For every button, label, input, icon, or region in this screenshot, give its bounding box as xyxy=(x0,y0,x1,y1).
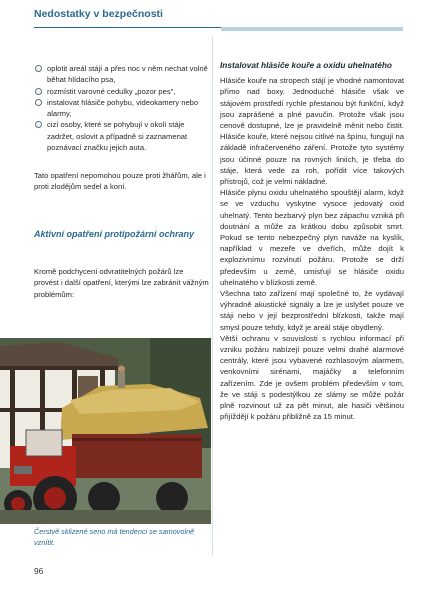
list-item-text: oplotit areál stájí a přes noc v něm nechat volně běhat hlídacího psa, xyxy=(47,64,208,85)
bullet-circle-icon xyxy=(35,65,42,72)
list-item xyxy=(34,63,210,86)
sidebar-top-bar xyxy=(221,27,403,31)
sidebar-box xyxy=(220,60,404,580)
page-number: 96 xyxy=(34,566,44,576)
sidebar-paragraph: Všechna tato zařízení mají společné to, že vydávají výhradně akustické signály a lze je uslyšet pouze ve stáji nebo v její bezprostřední blízkosti, takže mají smysl pouze tehdy, když je areál stáje obydlený. xyxy=(220,289,404,332)
list-item xyxy=(34,119,210,153)
sidebar-paragraph: Hlásiče plynu oxidu uhelnatého spouštějí alarm, když se ve vzduchu vyskytne vysoce jedovatý oxid uhelnatý. Tento bezbarvý plyn bez zápachu vzniká při doutnání a může za krátkou dobu způsobit smrt. Pokud se tento nebezpečný plyn naváže na kyslík, například v mezeře ve dveřích, může dojít k explozivnímu rozvinutí požáru. Protože se drží především u země, umisťují se hlásiče oxidu uhelnatého v blízkosti země. xyxy=(220,188,404,287)
sidebar-heading: Instalovat hlásiče kouře a oxidu uhelnatého xyxy=(220,60,392,70)
bullet-circle-icon xyxy=(35,121,42,128)
list-item-text: rozmístit varovné cedulky „pozor pes", xyxy=(47,86,176,96)
body-paragraph: Kromě podchycení odvratitelných požárů lze provést i další opatření, kterými lze zabránit vážným problémům: xyxy=(34,267,209,299)
list-item xyxy=(34,97,210,120)
list-item xyxy=(34,86,210,97)
photo-caption: Čerstvě sklizené seno má tendenci se samovolně vznítit. xyxy=(34,527,195,547)
tractor-hay-photo xyxy=(0,338,211,524)
sidebar-paragraph: Větší ochranu v souvislosti s rychlou informací při vzniku požáru nabízejí pouze velmi drahé alarmové centrály, které jsou vybavené rozhlasovým alarmem, venkovními sirénami, majáčky a telefonním zařízením. Zde je ovšem problém především v tom, že ve stáji s podestýlkou ze slámy se může požár plně rozvinout už za pět minut, ale hasiči většinou přijíždějí k požáru přibližně za 15 minut. xyxy=(220,333,404,422)
body-paragraph: Tato opatření nepomohou pouze proti žhářům, ale i proti zlodějům sedel a koní. xyxy=(34,171,206,192)
bullet-circle-icon xyxy=(35,88,42,95)
page-section-title: Nedostatky v bezpečnosti xyxy=(34,8,163,20)
sidebar-paragraph: Hlásiče kouře na stropech stájí je vhodné namontovat přímo nad boxy. Jednoduché hlásiče však ve stájovém prostředí rychle přestanou být funkční, když jsou zaprášené a plné pavučin. Protože však jsou cenově dostupné, lze je pravidelně měnit nebo čistit. Hlásiče kouře, které nejsou citlivé na špínu, fungují na základě infračerveného záření. Protože tyto systémy jsou účinné pouze na rovných liniích, je třeba do stáje, která vede za roh, pořídit více takových přístrojů, což je velmi nákladné. xyxy=(220,76,404,187)
list-item-text: instalovat hlásiče pohybu, videokamery nebo alarmy, xyxy=(47,97,199,119)
column-divider xyxy=(212,36,213,556)
section-subheading: Aktivní opatření protipožární ochrany xyxy=(34,229,195,239)
bullet-list xyxy=(34,63,210,153)
list-item-text: cizí osoby, které se pohybují v okolí stáje zadržet, oslovit a případně si zaznamenat poznávací značku jejich auta. xyxy=(47,120,188,153)
bullet-circle-icon xyxy=(35,99,42,106)
